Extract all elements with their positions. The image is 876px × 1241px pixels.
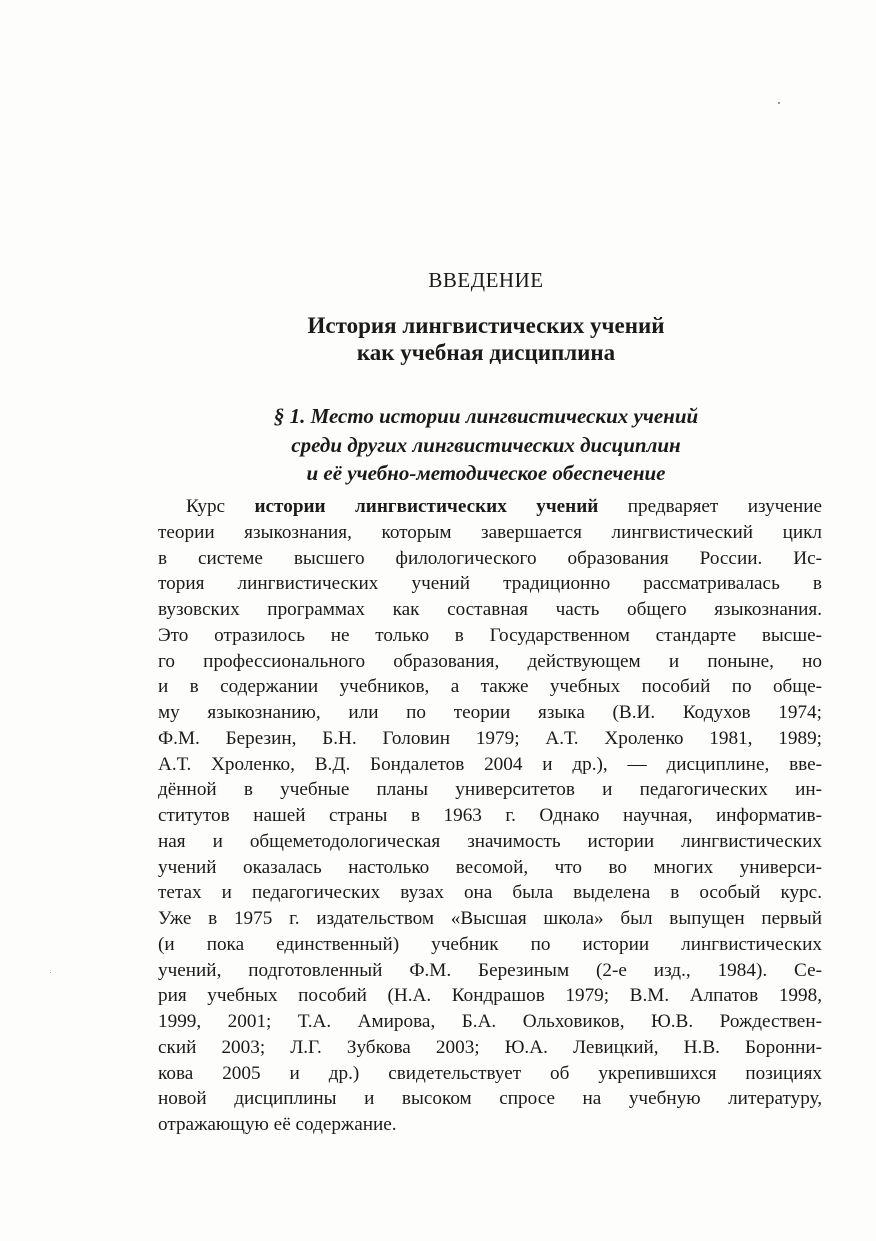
paragraph-line: Уже в 1975 г. издательством «Высшая школа» был выпущен первый — [158, 908, 822, 929]
paragraph-line: Ф.М. Березин, Б.Н. Головин 1979; А.Т. Хроленко 1981, 1989; — [158, 727, 822, 749]
paragraph-line: го профессионального образования, действующем и поныне, но — [158, 650, 822, 672]
paragraph-first-prefix: Курс — [186, 496, 255, 517]
paragraph-line: дённой в учебные планы университетов и педагогических ин- — [158, 779, 822, 801]
paragraph-line: вузовских программах как составная часть общего языкознания. — [158, 599, 822, 620]
paragraph-line — [158, 494, 822, 520]
paragraph-line: ная и общеметодологическая значимость истории лингвистических — [158, 830, 822, 852]
paragraph-line: ститутов нашей страны в 1963 г. Однако научная, информатив- — [158, 805, 822, 826]
chapter-label: ВВЕДЕНИЕ — [428, 268, 544, 292]
chapter-title-line: История лингвистических учений — [307, 313, 665, 338]
paragraph-line: Это отразилось не только в Государственном стандарте высше- — [158, 624, 822, 646]
section-heading-line: среди других лингвистических дисциплин — [291, 432, 681, 457]
paragraph-line: А.Т. Хроленко, В.Д. Бондалетов 2004 и др.), — дисциплине, вве- — [158, 753, 822, 775]
paragraph-line: тория лингвистических учений традиционно рассматривалась в — [158, 573, 822, 595]
scan-speck — [50, 972, 51, 973]
paragraph-line: теории языкознания, которым завершается лингвистический цикл — [158, 521, 822, 543]
paragraph-line: кова 2005 и др.) свидетельствует об укрепившихся позициях — [158, 1062, 822, 1084]
chapter-title-line: как учебная дисциплина — [356, 340, 616, 365]
paragraph-line: учений оказалась настолько весомой, что во многих универси- — [158, 856, 822, 878]
section-heading-line: и её учебно-методическое обеспечение — [306, 461, 666, 485]
body-paragraph — [158, 494, 822, 1138]
paragraph-line: отражающую её содержание. — [158, 1114, 397, 1135]
paragraph-line: и в содержании учебников, а также учебных пособий по обще- — [158, 676, 822, 698]
paragraph-line: новой дисциплины и высоком спросе на учебную литературу, — [158, 1088, 822, 1110]
paragraph-line: рия учебных пособий (Н.А. Кондрашов 1979; В.М. Алпатов 1998, — [158, 985, 822, 1007]
paragraph-line: учений, подготовленный Ф.М. Березиным (2-е изд., 1984). Се- — [158, 959, 822, 981]
paragraph-line: му языкознанию, или по теории языка (В.И. Кодухов 1974; — [158, 702, 822, 723]
paragraph-line: 1999, 2001; Т.А. Амирова, Б.А. Ольховиков, Ю.В. Рождествен- — [158, 1011, 822, 1032]
paragraph-line: ский 2003; Л.Г. Зубкова 2003; Ю.А. Левицкий, Н.В. Боронни- — [158, 1036, 822, 1058]
paragraph-line: (и пока единственный) учебник по истории лингвистических — [158, 933, 822, 955]
paragraph-line: в системе высшего филологического образования России. Ис- — [158, 547, 822, 569]
paragraph-first-suffix: предваряет изучение — [598, 496, 822, 517]
section-heading — [0, 402, 876, 488]
chapter-title — [0, 312, 876, 366]
section-heading-line: § 1. Место истории лингвистических учений — [273, 404, 699, 428]
scan-speck — [778, 102, 780, 104]
paragraph-line: тетах и педагогических вузах она была выделена в особый курс. — [158, 882, 822, 904]
paragraph-bold-term: истории лингвистических учений — [254, 496, 599, 517]
